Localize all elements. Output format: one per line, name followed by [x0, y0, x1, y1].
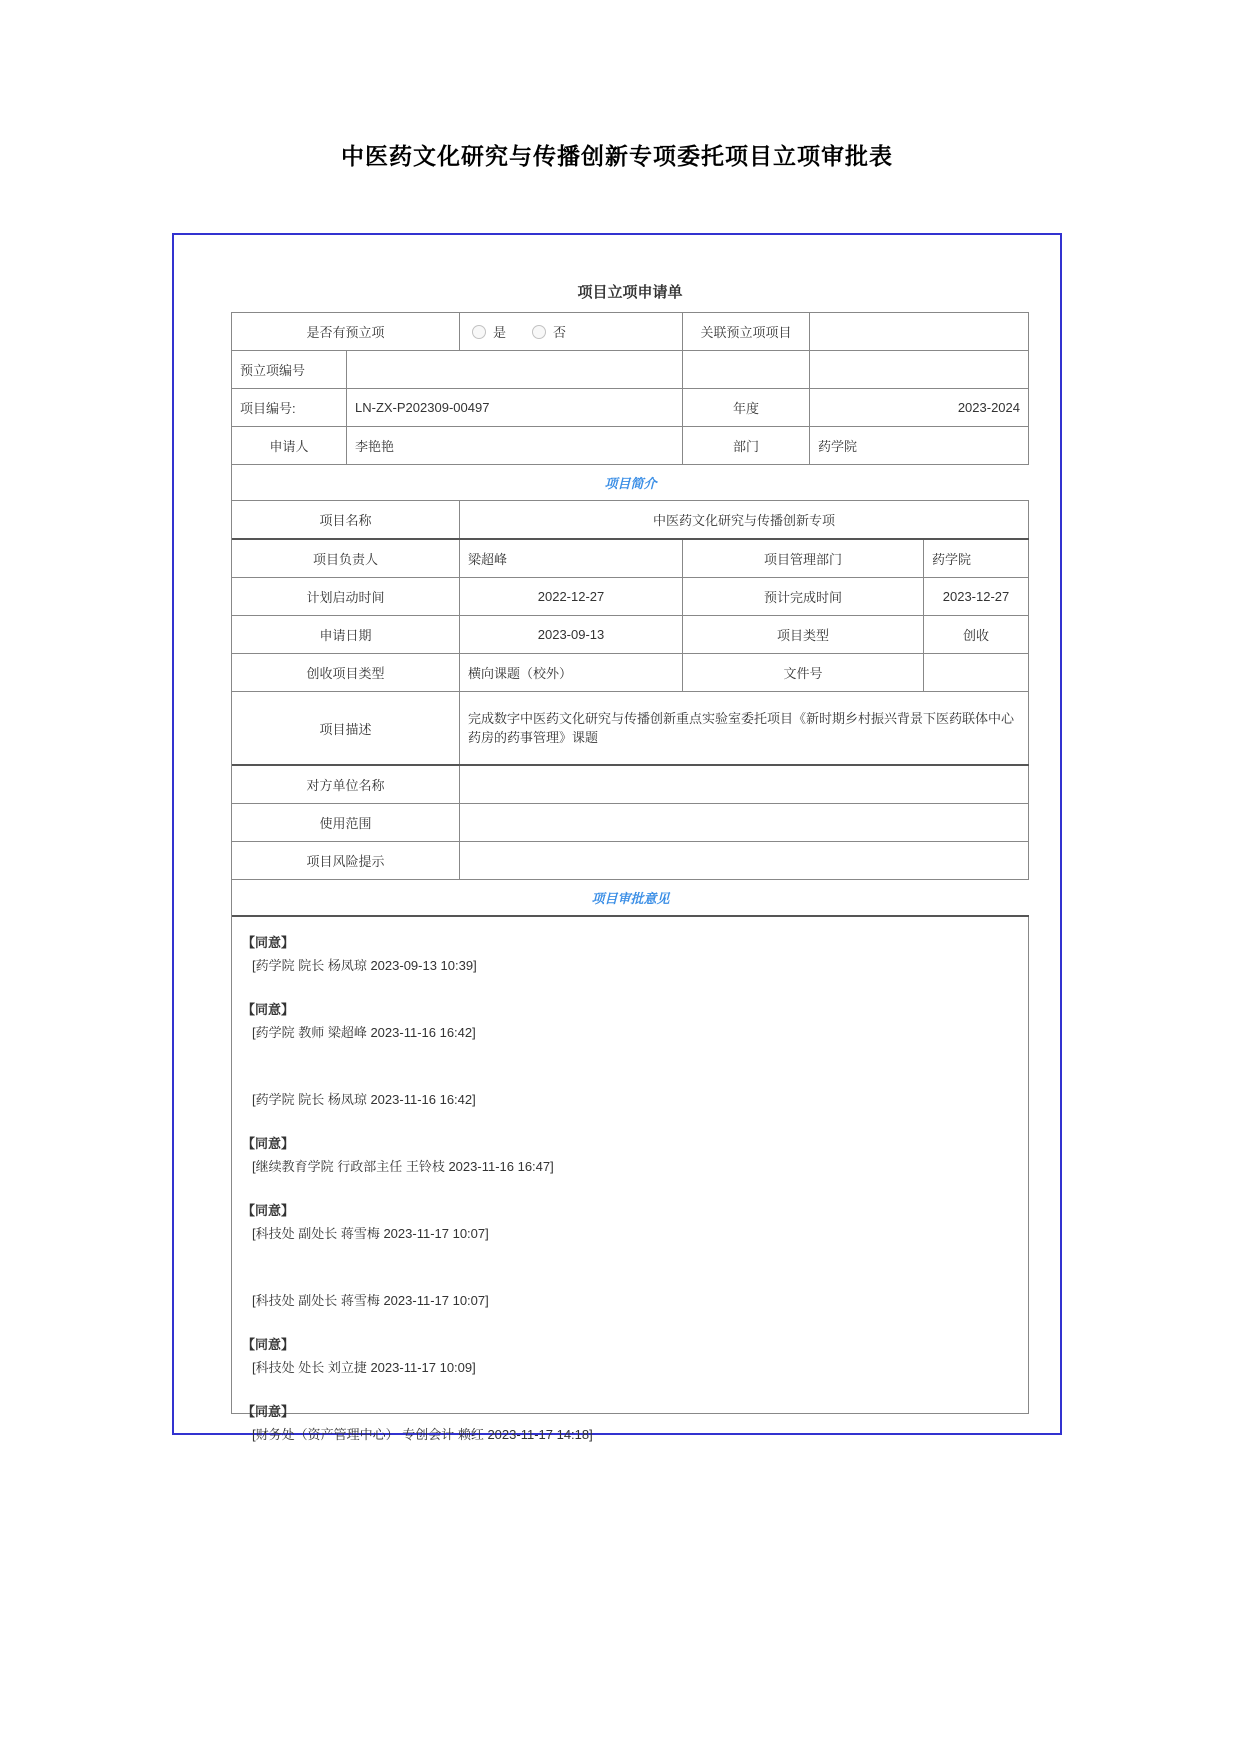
section-approval — [232, 880, 1029, 917]
approval-block — [242, 931, 1018, 977]
mgmt-dept-value: 药学院 — [924, 540, 1029, 577]
approval-signature: [药学院 教师 梁超峰 2023-11-16 16:42] — [252, 1025, 476, 1040]
row-description — [232, 692, 1029, 766]
end-time-label: 预计完成时间 — [683, 578, 924, 615]
section-approval-label: 项目审批意见 — [591, 891, 670, 906]
approval-signature: [科技处 副处长 蒋雪梅 2023-11-17 10:07] — [252, 1226, 489, 1241]
approval-signature: [药学院 院长 杨凤琼 2023-09-13 10:39] — [252, 958, 477, 973]
end-time-value: 2023-12-27 — [924, 578, 1029, 615]
pre-project-no-spacer1 — [683, 351, 810, 388]
scope-label: 使用范围 — [232, 804, 460, 841]
project-name-label: 项目名称 — [232, 501, 460, 538]
applicant-value: 李艳艳 — [347, 427, 683, 464]
row-project-name — [232, 501, 1029, 540]
application-form — [231, 281, 1029, 1442]
form-table — [231, 312, 1029, 1442]
project-no-label: 项目编号: — [232, 389, 347, 426]
leader-value: 梁超峰 — [460, 540, 683, 577]
income-type-label: 创收项目类型 — [232, 654, 460, 691]
approval-block — [242, 1333, 1018, 1379]
project-type-value: 创收 — [924, 616, 1029, 653]
applicant-label: 申请人 — [232, 427, 347, 464]
approval-result: 【同意】 — [242, 1203, 295, 1218]
mgmt-dept-label: 项目管理部门 — [683, 540, 924, 577]
approval-block — [242, 1088, 1018, 1111]
row-project-no — [232, 389, 1029, 427]
dept-value: 药学院 — [810, 427, 1029, 464]
apply-date-value: 2023-09-13 — [460, 616, 683, 653]
row-apply-date — [232, 616, 1029, 654]
row-leader — [232, 540, 1029, 578]
apply-date-label: 申请日期 — [232, 616, 460, 653]
pre-project-no-label: 预立项编号 — [232, 351, 347, 388]
related-pre-project-value — [810, 313, 1029, 350]
radio-option-yes[interactable] — [472, 322, 506, 341]
leader-label: 项目负责人 — [232, 540, 460, 577]
form-title: 项目立项申请单 — [577, 284, 683, 301]
project-name-value: 中医药文化研究与传播创新专项 — [460, 501, 1029, 538]
row-income-type — [232, 654, 1029, 692]
approval-block — [242, 1199, 1018, 1245]
approval-comments — [232, 917, 1029, 1442]
approval-result: 【同意】 — [242, 1136, 295, 1151]
row-risk — [232, 842, 1029, 880]
file-no-label: 文件号 — [683, 654, 924, 691]
row-applicant — [232, 427, 1029, 465]
pre-project-radio-cell — [460, 313, 683, 350]
pre-project-label: 是否有预立项 — [232, 313, 460, 350]
start-time-value: 2022-12-27 — [460, 578, 683, 615]
approval-block — [242, 1289, 1018, 1312]
approval-result: 【同意】 — [242, 1002, 295, 1017]
section-project-intro — [232, 465, 1029, 501]
row-pre-project — [232, 313, 1029, 351]
form-container — [172, 233, 1062, 1442]
counterpart-label: 对方单位名称 — [232, 766, 460, 803]
row-counterpart — [232, 766, 1029, 804]
radio-yes-label: 是 — [493, 325, 507, 340]
year-label: 年度 — [683, 389, 810, 426]
start-time-label: 计划启动时间 — [232, 578, 460, 615]
income-type-value: 横向课题（校外） — [460, 654, 683, 691]
pre-project-no-spacer2 — [810, 351, 1029, 388]
counterpart-value — [460, 766, 1029, 803]
related-pre-project-label: 关联预立项项目 — [683, 313, 810, 350]
section-project-intro-label: 项目简介 — [604, 476, 657, 491]
approval-block — [242, 998, 1018, 1044]
description-value: 完成数字中医药文化研究与传播创新重点实验室委托项目《新时期乡村振兴背景下医药联体中心药房的药事管理》课题 — [460, 692, 1029, 764]
radio-no-label: 否 — [553, 325, 567, 340]
pre-project-radio-group — [460, 322, 566, 341]
approval-signature: [继续教育学院 行政部主任 王铃枝 2023-11-16 16:47] — [252, 1159, 554, 1174]
approval-signature: [科技处 处长 刘立捷 2023-11-17 10:09] — [252, 1360, 476, 1375]
project-no-value: LN-ZX-P202309-00497 — [347, 389, 683, 426]
description-label: 项目描述 — [232, 692, 460, 764]
radio-yes-icon[interactable] — [472, 325, 486, 339]
row-scope — [232, 804, 1029, 842]
scope-value — [460, 804, 1029, 841]
approval-signature: [财务处（资产管理中心） 专创会计 赖红 2023-11-17 14:18] — [252, 1427, 593, 1442]
risk-value — [460, 842, 1029, 879]
project-type-label: 项目类型 — [683, 616, 924, 653]
radio-no-icon[interactable] — [532, 325, 546, 339]
approval-signature: [科技处 副处长 蒋雪梅 2023-11-17 10:07] — [252, 1293, 489, 1308]
year-value: 2023-2024 — [810, 389, 1029, 426]
pre-project-no-value — [347, 351, 683, 388]
approval-block — [242, 1132, 1018, 1178]
file-no-value — [924, 654, 1029, 691]
approval-signature: [药学院 院长 杨凤琼 2023-11-16 16:42] — [252, 1092, 476, 1107]
row-pre-project-no — [232, 351, 1029, 389]
dept-label: 部门 — [683, 427, 810, 464]
approval-result: 【同意】 — [242, 935, 295, 950]
risk-label: 项目风险提示 — [232, 842, 460, 879]
radio-option-no[interactable] — [532, 322, 566, 341]
approval-result: 【同意】 — [242, 1404, 295, 1419]
row-start-time — [232, 578, 1029, 616]
approval-block — [242, 1400, 1018, 1446]
document-title: 中医药文化研究与传播创新专项委托项目立项审批表 — [341, 144, 893, 169]
approval-result: 【同意】 — [242, 1337, 295, 1352]
